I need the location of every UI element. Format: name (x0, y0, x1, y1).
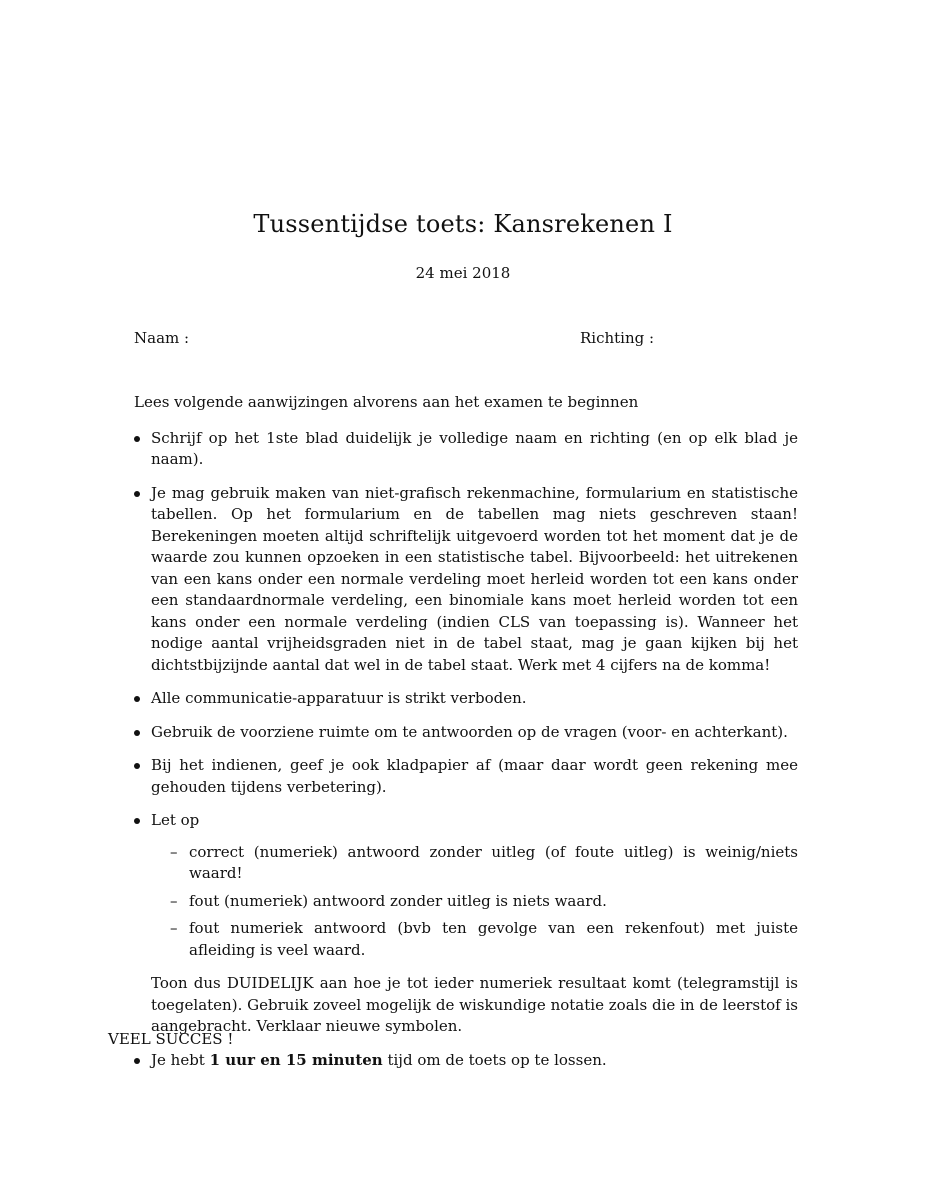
instruction-text: Gebruik de voorziene ruimte om te antwoorden op de vragen (voor- en achterkant). (151, 722, 788, 741)
instruction-text: Alle communicatie-apparatuur is strikt verboden. (151, 689, 527, 707)
let-op-subitem-text: fout (numeriek) antwoord zonder uitleg is niets waard. (189, 891, 607, 910)
let-op-label: Let op (151, 811, 200, 829)
instruction-text: Bij het indienen, geef je ook kladpapier af (maar daar wordt geen rekening mee gehouden tijdens verbetering). (151, 756, 798, 796)
let-op-subitem-text: fout numeriek antwoord (bvb ten gevolge van een rekenfout) met juiste afleiding is veel waard. (189, 919, 798, 959)
instruction-item (134, 428, 798, 471)
document-title: Tussentijdse toets: Kansrekenen I (253, 210, 673, 238)
let-op-subitem (170, 918, 798, 961)
instruction-text: Je mag gebruik maken van niet-grafisch rekenmachine, formularium en statistische tabellen. Op het formularium en de tabellen mag niets geschreven staan! Berekeningen moeten altijd schriftelijk uitgevoerd worden tot het moment dat je de waarde zou kunnen opzoeken in een statistische tabel. Bijvoorbeeld: het uitrekenen van een kans onder een normale verdeling moet herleid worden tot een kans onder een standaardnormale verdeling, een binomiale kans moet herleid worden tot een kans onder een normale verdeling (indien CLS van toepassing is). Wanneer het nodige aantal vrijheidsgraden niet in de tabel staat, mag je gaan kijken bij het dichtstbijzijnde aantal dat wel in de tabel staat. Werk met 4 cijfers na de komma! (151, 483, 798, 674)
bullet-icon (134, 436, 140, 442)
closing-wish: VEEL SUCCES ! (108, 1030, 234, 1048)
let-op-note: Toon dus DUIDELIJK aan hoe je tot ieder numeriek resultaat komt (telegramstijl is toegelaten). Gebruik zoveel mogelijk de wiskundige notatie zoals die in de leerstof is aangebracht. Verklaar nieuwe symbolen. (151, 974, 798, 1035)
time-duration: 1 uur en 15 minuten (209, 1050, 383, 1069)
let-op-subitem (170, 842, 798, 885)
instruction-text: Schrijf op het 1ste blad duidelijk je volledige naam en richting (en op elk blad je naam). (151, 428, 798, 468)
time-text-after: tijd om de toets op te lossen. (382, 1050, 607, 1069)
bullet-icon (134, 818, 140, 824)
instruction-item (134, 755, 798, 798)
direction-label: Richting : (580, 329, 655, 347)
bullet-icon (134, 730, 140, 736)
name-label: Naam : (134, 329, 190, 347)
bullet-icon (134, 763, 140, 769)
instruction-list (134, 428, 798, 1072)
bullet-icon (134, 1058, 140, 1064)
instructions (134, 392, 798, 1083)
let-op-item (134, 810, 798, 1038)
bullet-icon (134, 696, 140, 702)
bullet-icon (134, 491, 140, 497)
let-op-sublist (151, 842, 798, 962)
instructions-intro: Lees volgende aanwijzingen alvorens aan het examen te beginnen (134, 393, 639, 411)
dash-icon: – (170, 891, 178, 910)
let-op-subitem (170, 891, 798, 913)
time-item (134, 1050, 798, 1072)
let-op-subitem-text: correct (numeriek) antwoord zonder uitleg (of foute uitleg) is weinig/niets waard! (189, 842, 798, 882)
dash-icon: – (170, 842, 178, 861)
instruction-item (134, 483, 798, 677)
dash-icon: – (170, 919, 178, 937)
instruction-item (134, 722, 798, 744)
document-date: 24 mei 2018 (415, 264, 511, 282)
instruction-item (134, 688, 798, 710)
time-text-before: Je hebt (151, 1050, 210, 1069)
